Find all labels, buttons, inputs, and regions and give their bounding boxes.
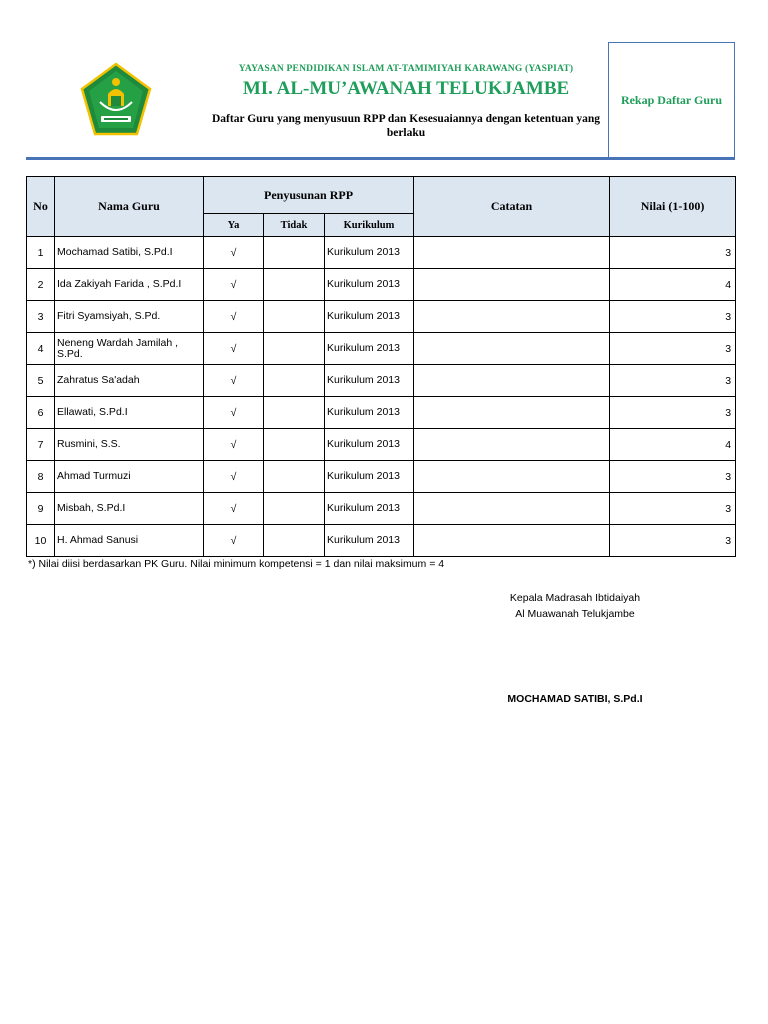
kemenag-logo-icon [80,62,152,138]
col-header-nilai: Nilai (1-100) [610,177,736,237]
cell-kurikulum: Kurikulum 2013 [325,333,414,365]
table-row [27,397,736,429]
cell-no: 9 [27,493,55,525]
document-subtitle: Daftar Guru yang menyusuun RPP dan Kesesuaiannya dengan ketentuan yang berlaku [212,113,600,139]
table-row [27,365,736,397]
col-header-kurikulum: Kurikulum [325,214,414,237]
cell-no: 3 [27,301,55,333]
letterhead [205,64,607,140]
cell-tidak [264,301,325,333]
cell-catatan [414,397,610,429]
cell-kurikulum: Kurikulum 2013 [325,429,414,461]
cell-nilai: 3 [610,333,736,365]
cell-nama: Ellawati, S.Pd.I [55,397,204,429]
table-row [27,333,736,365]
cell-catatan [414,429,610,461]
cell-nama: Mochamad Satibi, S.Pd.I [55,237,204,269]
table-row [27,525,736,557]
cell-no: 7 [27,429,55,461]
cell-tidak [264,461,325,493]
foundation-name: YAYASAN PENDIDIKAN ISLAM AT-TAMIMIYAH KARAWANG (YASPIAT) [238,64,574,74]
cell-nama: H. Ahmad Sanusi [55,525,204,557]
cell-nilai: 3 [610,301,736,333]
cell-nama: Zahratus Sa'adah [55,365,204,397]
col-header-nama: Nama Guru [55,177,204,237]
cell-nilai: 3 [610,525,736,557]
cell-nilai: 3 [610,397,736,429]
cell-catatan [414,365,610,397]
cell-tidak [264,397,325,429]
cell-nilai: 3 [610,365,736,397]
cell-no: 1 [27,237,55,269]
cell-nilai: 3 [610,237,736,269]
signature-name: MOCHAMAD SATIBI, S.Pd.I [507,693,643,705]
cell-no: 8 [27,461,55,493]
cell-kurikulum: Kurikulum 2013 [325,397,414,429]
cell-ya: √ [204,269,264,301]
cell-ya: √ [204,301,264,333]
cell-tidak [264,237,325,269]
cell-no: 2 [27,269,55,301]
table-row [27,237,736,269]
cell-nama: Ahmad Turmuzi [55,461,204,493]
cell-kurikulum: Kurikulum 2013 [325,461,414,493]
cell-ya: √ [204,525,264,557]
cell-tidak [264,269,325,301]
cell-catatan [414,333,610,365]
cell-ya: √ [204,365,264,397]
cell-kurikulum: Kurikulum 2013 [325,365,414,397]
rekap-label-box [608,42,735,159]
cell-tidak [264,493,325,525]
cell-nilai: 3 [610,493,736,525]
cell-no: 10 [27,525,55,557]
table-row [27,493,736,525]
cell-tidak [264,525,325,557]
cell-catatan [414,493,610,525]
cell-tidak [264,429,325,461]
cell-ya: √ [204,237,264,269]
cell-nama: Neneng Wardah Jamilah , S.Pd. [55,333,204,365]
cell-no: 4 [27,333,55,365]
cell-no: 5 [27,365,55,397]
cell-ya: √ [204,397,264,429]
signature-title-line1: Kepala Madrasah Ibtidaiyah [509,592,641,604]
cell-nama: Rusmini, S.S. [55,429,204,461]
cell-nama: Ida Zakiyah Farida , S.Pd.I [55,269,204,301]
cell-nama: Misbah, S.Pd.I [55,493,204,525]
cell-catatan [414,461,610,493]
cell-nilai: 4 [610,429,736,461]
table-row [27,269,736,301]
cell-nama: Fitri Syamsiyah, S.Pd. [55,301,204,333]
cell-kurikulum: Kurikulum 2013 [325,493,414,525]
teacher-table [26,176,736,557]
cell-ya: √ [204,461,264,493]
cell-ya: √ [204,333,264,365]
cell-tidak [264,365,325,397]
cell-kurikulum: Kurikulum 2013 [325,301,414,333]
table-row [27,301,736,333]
col-header-tidak: Tidak [264,214,325,237]
signature-title-line2: Al Muawanah Telukjambe [515,608,635,620]
col-header-no: No [27,177,55,237]
cell-nilai: 4 [610,269,736,301]
col-header-ya: Ya [204,214,264,237]
cell-no: 6 [27,397,55,429]
cell-ya: √ [204,493,264,525]
cell-kurikulum: Kurikulum 2013 [325,269,414,301]
cell-kurikulum: Kurikulum 2013 [325,525,414,557]
cell-kurikulum: Kurikulum 2013 [325,237,414,269]
school-name: MI. AL-MU’AWANAH TELUKJAMBE [242,78,570,99]
cell-catatan [414,301,610,333]
cell-catatan [414,237,610,269]
footnote: *) Nilai diisi berdasarkan PK Guru. Nilai minimum kompetensi = 1 dan nilai maksimum = 4 [28,558,445,570]
cell-catatan [414,269,610,301]
cell-nilai: 3 [610,461,736,493]
rekap-label: Rekap Daftar Guru [620,93,723,107]
table-row [27,461,736,493]
cell-ya: √ [204,429,264,461]
header-divider [26,157,735,160]
table-row [27,429,736,461]
col-header-rpp: Penyusunan RPP [204,177,414,214]
col-header-catatan: Catatan [414,177,610,237]
cell-tidak [264,333,325,365]
cell-catatan [414,525,610,557]
